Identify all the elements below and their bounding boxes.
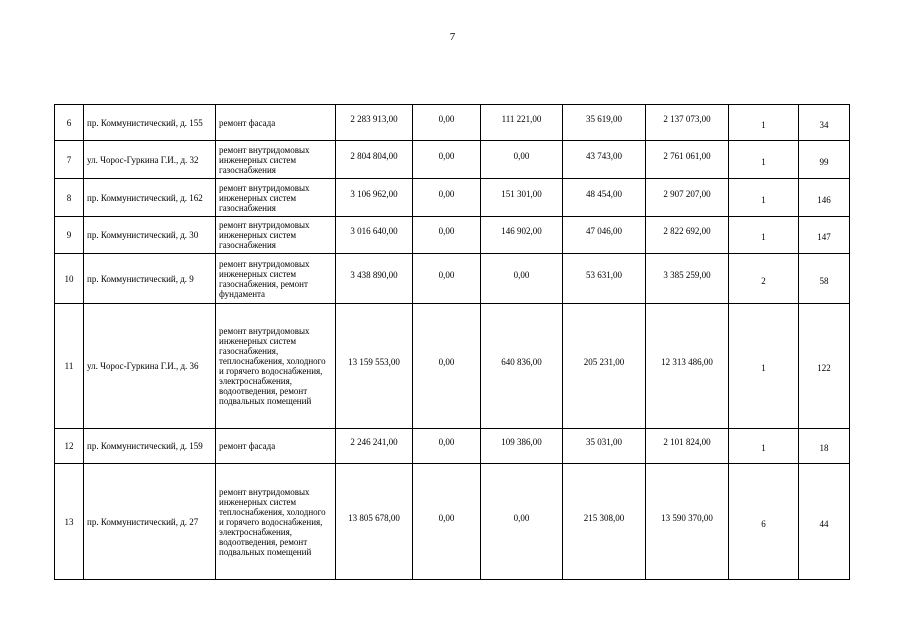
fund-3-cell: 215 308,00 bbox=[563, 464, 646, 580]
fund-1-cell: 0,00 bbox=[413, 217, 481, 254]
value-cell: 122 bbox=[799, 304, 850, 429]
work-type-cell: ремонт внутридомовых инженерных систем теплоснабжения, холодного и горячего водоснабжения, электроснабжения, водоотведения, ремонт подвальных помещений bbox=[216, 464, 336, 580]
fund-3-cell: 48 454,00 bbox=[563, 179, 646, 217]
total-cost-cell: 2 804 804,00 bbox=[336, 141, 413, 179]
fund-4-cell: 2 822 692,00 bbox=[646, 217, 729, 254]
row-number: 11 bbox=[55, 304, 84, 429]
address-cell: пр. Коммунистический, д. 9 bbox=[84, 254, 216, 304]
address-cell: пр. Коммунистический, д. 162 bbox=[84, 179, 216, 217]
fund-4-cell: 3 385 259,00 bbox=[646, 254, 729, 304]
value-cell: 147 bbox=[799, 217, 850, 254]
fund-2-cell: 0,00 bbox=[481, 254, 563, 304]
row-number: 12 bbox=[55, 429, 84, 464]
fund-3-cell: 43 743,00 bbox=[563, 141, 646, 179]
fund-2-cell: 0,00 bbox=[481, 141, 563, 179]
table-row bbox=[55, 304, 850, 429]
address-cell: ул. Чорос-Гуркина Г.И., д. 32 bbox=[84, 141, 216, 179]
total-cost-cell: 2 283 913,00 bbox=[336, 105, 413, 141]
total-cost-cell: 3 438 890,00 bbox=[336, 254, 413, 304]
row-number: 6 bbox=[55, 105, 84, 141]
fund-2-cell: 151 301,00 bbox=[481, 179, 563, 217]
fund-2-cell: 111 221,00 bbox=[481, 105, 563, 141]
total-cost-cell: 3 106 962,00 bbox=[336, 179, 413, 217]
fund-2-cell: 146 902,00 bbox=[481, 217, 563, 254]
address-cell: пр. Коммунистический, д. 30 bbox=[84, 217, 216, 254]
table-row bbox=[55, 254, 850, 304]
count-cell: 1 bbox=[729, 304, 799, 429]
fund-3-cell: 53 631,00 bbox=[563, 254, 646, 304]
value-cell: 99 bbox=[799, 141, 850, 179]
work-type-cell: ремонт внутридомовых инженерных систем газоснабжения bbox=[216, 217, 336, 254]
count-cell: 1 bbox=[729, 179, 799, 217]
fund-3-cell: 35 619,00 bbox=[563, 105, 646, 141]
fund-1-cell: 0,00 bbox=[413, 179, 481, 217]
fund-1-cell: 0,00 bbox=[413, 105, 481, 141]
value-cell: 44 bbox=[799, 464, 850, 580]
fund-2-cell: 0,00 bbox=[481, 464, 563, 580]
fund-4-cell: 13 590 370,00 bbox=[646, 464, 729, 580]
address-cell: ул. Чорос-Гуркина Г.И., д. 36 bbox=[84, 304, 216, 429]
table-row bbox=[55, 105, 850, 141]
work-type-cell: ремонт фасада bbox=[216, 429, 336, 464]
table-row bbox=[55, 217, 850, 254]
count-cell: 1 bbox=[729, 217, 799, 254]
row-number: 10 bbox=[55, 254, 84, 304]
fund-1-cell: 0,00 bbox=[413, 141, 481, 179]
fund-2-cell: 109 386,00 bbox=[481, 429, 563, 464]
value-cell: 34 bbox=[799, 105, 850, 141]
repair-table bbox=[54, 104, 850, 580]
total-cost-cell: 13 159 553,00 bbox=[336, 304, 413, 429]
address-cell: пр. Коммунистический, д. 155 bbox=[84, 105, 216, 141]
count-cell: 1 bbox=[729, 105, 799, 141]
count-cell: 6 bbox=[729, 464, 799, 580]
count-cell: 2 bbox=[729, 254, 799, 304]
fund-3-cell: 35 031,00 bbox=[563, 429, 646, 464]
fund-4-cell: 2 907 207,00 bbox=[646, 179, 729, 217]
fund-3-cell: 47 046,00 bbox=[563, 217, 646, 254]
fund-4-cell: 2 761 061,00 bbox=[646, 141, 729, 179]
page-number: 7 bbox=[449, 31, 456, 43]
total-cost-cell: 13 805 678,00 bbox=[336, 464, 413, 580]
value-cell: 58 bbox=[799, 254, 850, 304]
fund-2-cell: 640 836,00 bbox=[481, 304, 563, 429]
address-cell: пр. Коммунистический, д. 27 bbox=[84, 464, 216, 580]
address-cell: пр. Коммунистический, д. 159 bbox=[84, 429, 216, 464]
fund-1-cell: 0,00 bbox=[413, 304, 481, 429]
work-type-cell: ремонт внутридомовых инженерных систем газоснабжения bbox=[216, 141, 336, 179]
value-cell: 146 bbox=[799, 179, 850, 217]
count-cell: 1 bbox=[729, 429, 799, 464]
total-cost-cell: 2 246 241,00 bbox=[336, 429, 413, 464]
fund-4-cell: 2 137 073,00 bbox=[646, 105, 729, 141]
fund-1-cell: 0,00 bbox=[413, 464, 481, 580]
fund-3-cell: 205 231,00 bbox=[563, 304, 646, 429]
table-row bbox=[55, 141, 850, 179]
table-row bbox=[55, 464, 850, 580]
work-type-cell: ремонт внутридомовых инженерных систем газоснабжения bbox=[216, 179, 336, 217]
work-type-cell: ремонт внутридомовых инженерных систем газоснабжения, ремонт фундамента bbox=[216, 254, 336, 304]
count-cell: 1 bbox=[729, 141, 799, 179]
fund-4-cell: 2 101 824,00 bbox=[646, 429, 729, 464]
work-type-cell: ремонт фасада bbox=[216, 105, 336, 141]
row-number: 9 bbox=[55, 217, 84, 254]
row-number: 13 bbox=[55, 464, 84, 580]
fund-1-cell: 0,00 bbox=[413, 429, 481, 464]
fund-1-cell: 0,00 bbox=[413, 254, 481, 304]
table-row bbox=[55, 429, 850, 464]
work-type-cell: ремонт внутридомовых инженерных систем газоснабжения, теплоснабжения, холодного и горячего водоснабжения, электроснабжения, водоотведения, ремонт подвальных помещений bbox=[216, 304, 336, 429]
value-cell: 18 bbox=[799, 429, 850, 464]
row-number: 8 bbox=[55, 179, 84, 217]
table-row bbox=[55, 179, 850, 217]
row-number: 7 bbox=[55, 141, 84, 179]
total-cost-cell: 3 016 640,00 bbox=[336, 217, 413, 254]
fund-4-cell: 12 313 486,00 bbox=[646, 304, 729, 429]
